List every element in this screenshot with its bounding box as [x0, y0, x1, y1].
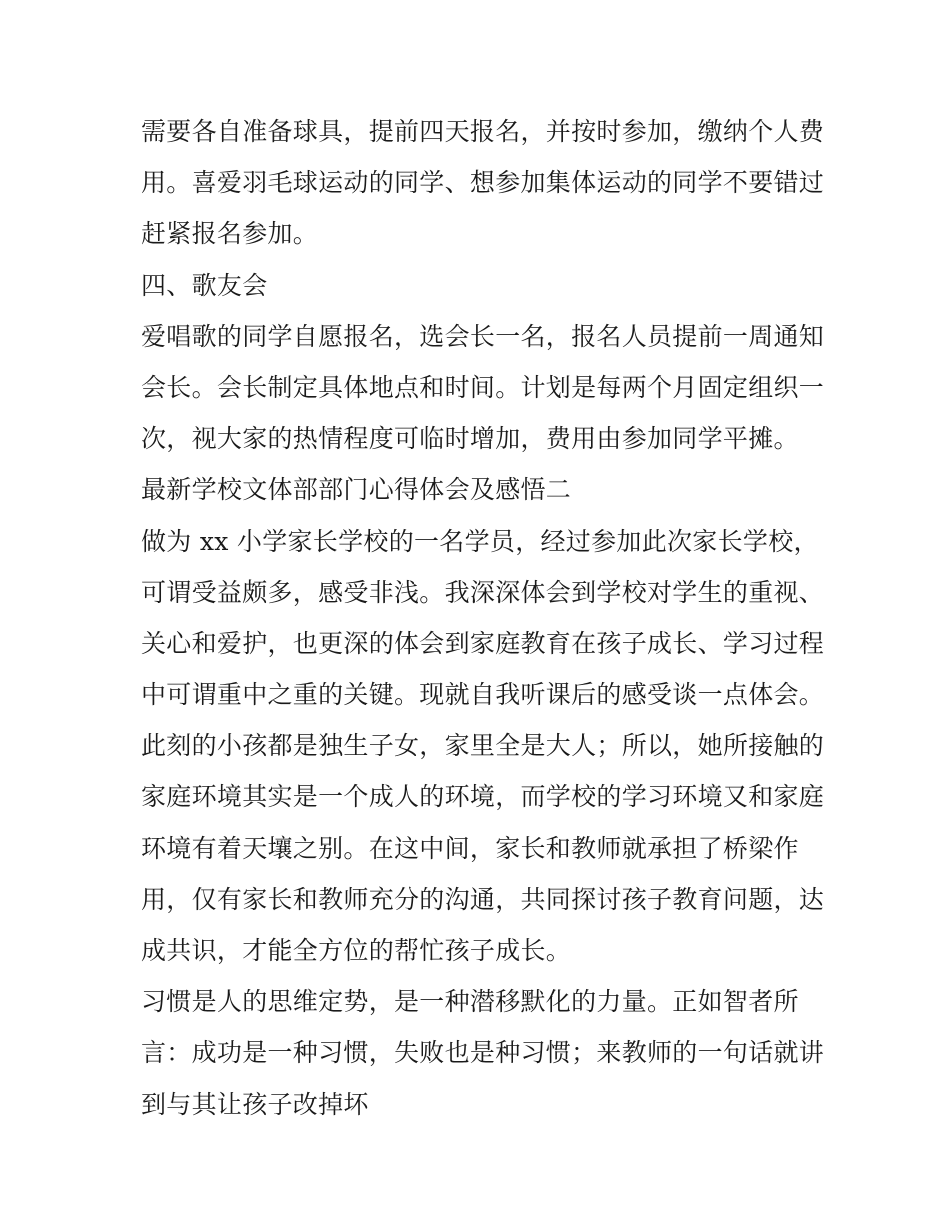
- section-heading: 四、歌友会: [141, 270, 268, 300]
- text-line: 到与其让孩子改掉坏: [141, 1089, 369, 1119]
- text-line: 环境有着天壤之别。在这中间，家长和教师就承担了桥梁作: [141, 833, 799, 863]
- text-line: 可谓受益颇多，感受非浅。我深深体会到学校对学生的重视、: [141, 577, 825, 607]
- text-line: 习惯是人的思维定势，是一种潜移默化的力量。正如智者所: [141, 987, 799, 1017]
- text-line: 用。喜爱羽毛球运动的同学、想参加集体运动的同学不要错过: [141, 168, 825, 198]
- text-line: 会长。会长制定具体地点和时间。计划是每两个月固定组织一: [141, 372, 825, 402]
- article-title: 最新学校文体部部门心得体会及感悟二: [141, 475, 572, 505]
- text-line: 爱唱歌的同学自愿报名，选会长一名，报名人员提前一周通知: [141, 321, 825, 351]
- text-line: 赶紧报名参加。: [141, 219, 319, 249]
- document-body: [141, 106, 825, 1130]
- text-line: 中可谓重中之重的关键。现就自我听课后的感受谈一点体会。: [141, 680, 825, 710]
- text-line: 用，仅有家长和教师充分的沟通，共同探讨孩子教育问题，达: [141, 884, 825, 914]
- text-line: 成共识，才能全方位的帮忙孩子成长。: [141, 936, 572, 965]
- text-line: 次，视大家的热情程度可临时增加，费用由参加同学平摊。: [141, 424, 799, 454]
- text-line: 言：成功是一种习惯，失败也是种习惯；来教师的一句话就讲: [141, 1038, 825, 1068]
- text-line: 此刻的小孩都是独生子女，家里全是大人；所以，她所接触的: [141, 731, 825, 761]
- text-line: 做为 xx 小学家长学校的一名学员，经过参加此次家长学校，: [141, 526, 819, 556]
- text-line: 关心和爱护，也更深的体会到家庭教育在孩子成长、学习过程: [141, 628, 825, 658]
- text-line: 需要各自准备球具，提前四天报名，并按时参加，缴纳个人费: [141, 117, 825, 146]
- text-line: 家庭环境其实是一个成人的环境，而学校的学习环境又和家庭: [141, 782, 825, 812]
